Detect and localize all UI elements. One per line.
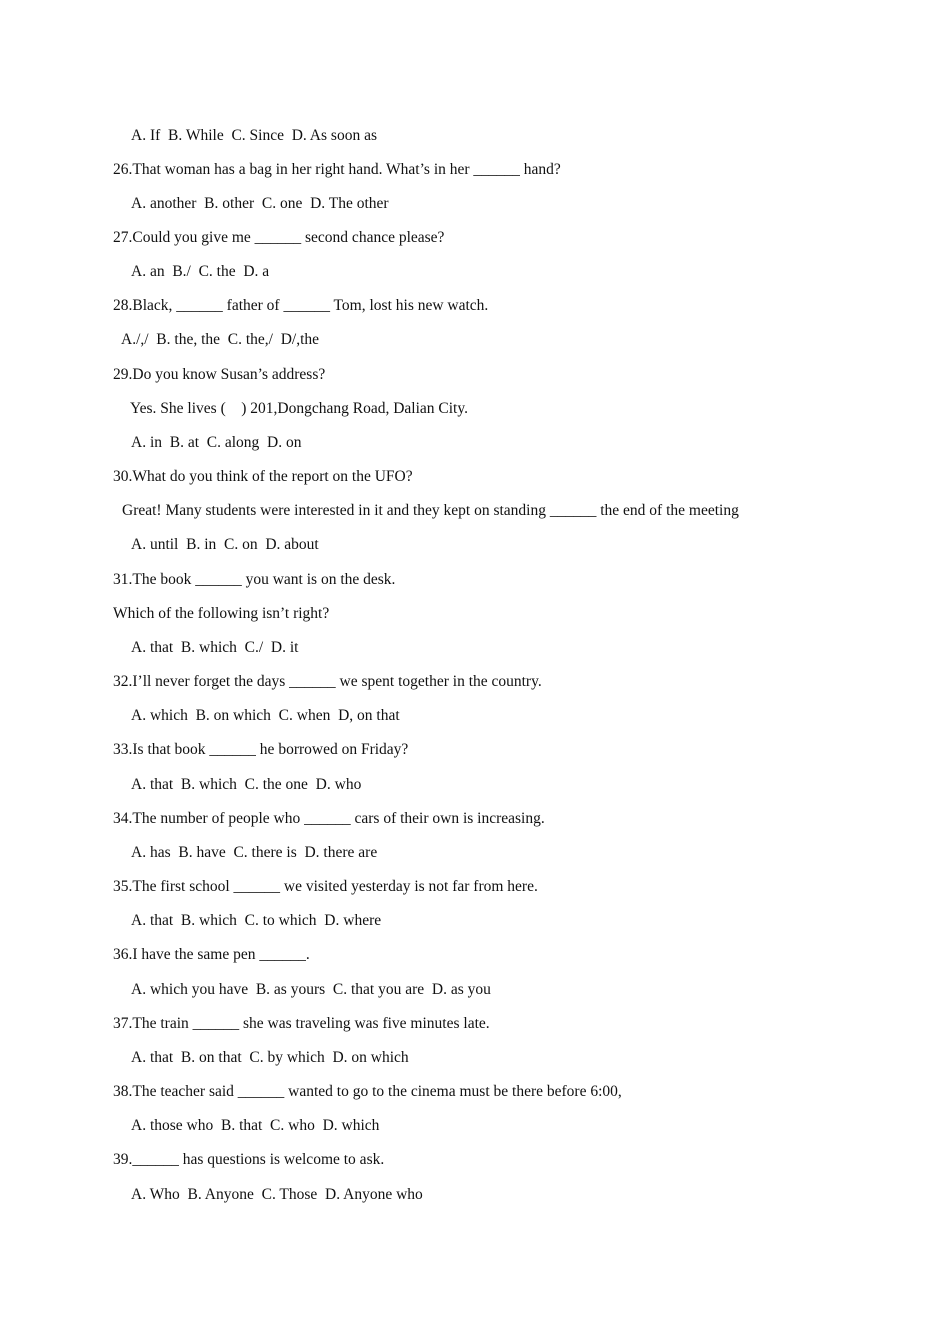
question-29: 29.Do you know Susan’s address? [113,366,326,383]
question-34: 34.The number of people who ______ cars of their own is increasing. [113,810,545,827]
options-q29: A. in B. at C. along D. on [131,434,302,451]
options-q30: A. until B. in C. on D. about [131,536,319,553]
options-q34: A. has B. have C. there is D. there are [131,844,378,861]
options-q38: A. those who B. that C. who D. which [131,1117,380,1134]
question-32: 32.I’ll never forget the days ______ we spent together in the country. [113,673,542,690]
question-29-response: Yes. She lives ( ) 201,Dongchang Road, Dalian City. [130,400,468,417]
question-37: 37.The train ______ she was traveling was five minutes late. [113,1015,490,1032]
question-27: 27.Could you give me ______ second chance please? [113,229,445,246]
options-q25: A. If B. While C. Since D. As soon as [131,127,377,144]
question-36: 36.I have the same pen ______. [113,946,310,963]
options-q28: A./,/ B. the, the C. the,/ D/,the [121,331,320,348]
options-q39: A. Who B. Anyone C. Those D. Anyone who [131,1186,423,1203]
question-26: 26.That woman has a bag in her right hand. What’s in her ______ hand? [113,161,561,178]
options-q31: A. that B. which C./ D. it [131,639,299,656]
options-q32: A. which B. on which C. when D, on that [131,707,400,724]
question-39: 39.______ has questions is welcome to ask. [113,1151,385,1168]
question-33: 33.Is that book ______ he borrowed on Friday? [113,741,409,758]
question-31-prompt: Which of the following isn’t right? [113,605,330,622]
options-q26: A. another B. other C. one D. The other [131,195,389,212]
options-q33: A. that B. which C. the one D. who [131,776,362,793]
options-q35: A. that B. which C. to which D. where [131,912,382,929]
question-28: 28.Black, ______ father of ______ Tom, lost his new watch. [113,297,489,314]
options-q36: A. which you have B. as yours C. that you are D. as you [131,981,491,998]
question-38: 38.The teacher said ______ wanted to go to the cinema must be there before 6:00, [113,1083,622,1100]
question-30: 30.What do you think of the report on the UFO? [113,468,413,485]
question-31: 31.The book ______ you want is on the desk. [113,571,396,588]
question-30-response: Great! Many students were interested in it and they kept on standing ______ the end of the meeting [122,502,739,519]
options-q27: A. an B./ C. the D. a [131,263,270,280]
question-35: 35.The first school ______ we visited yesterday is not far from here. [113,878,538,895]
options-q37: A. that B. on that C. by which D. on which [131,1049,409,1066]
